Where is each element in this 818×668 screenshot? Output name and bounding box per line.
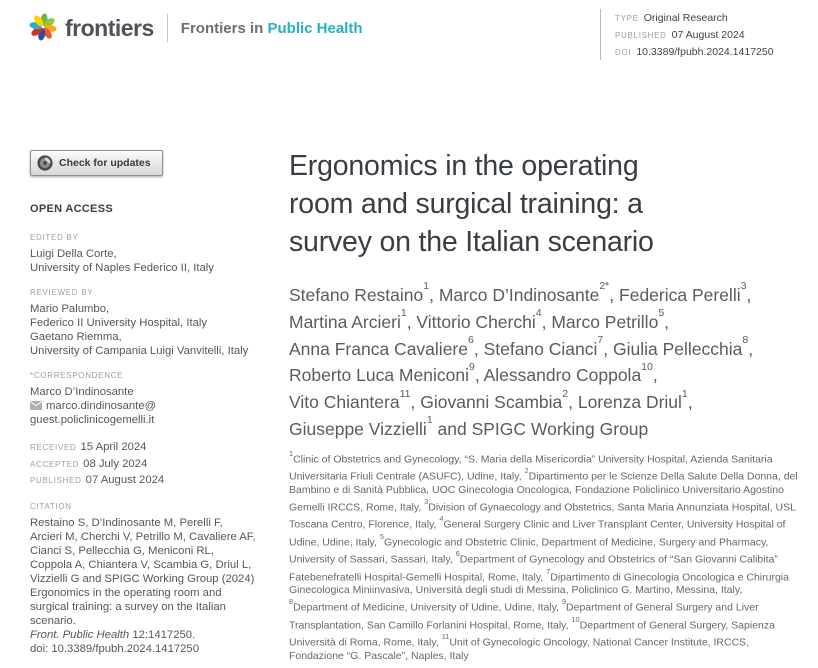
editor-name: Luigi Della Corte,: [30, 248, 117, 260]
open-access-badge: OPEN ACCESS: [30, 203, 113, 215]
envelope-icon: [30, 401, 42, 410]
edited-by-label: EDITED BY: [30, 233, 79, 242]
correspondence-email: marco.dindinosante@: [46, 400, 157, 412]
edited-by-section: [30, 232, 256, 275]
editor-affiliation: University of Naples Federico II, Italy: [30, 262, 214, 274]
reviewer-affiliation: Federico II University Hospital, Italy: [30, 317, 208, 329]
header-divider: [167, 14, 168, 42]
check-for-updates-button[interactable]: [30, 150, 163, 176]
check-for-updates-label: Check for updates: [59, 157, 151, 169]
title-line: Ergonomics in the operating: [289, 150, 639, 182]
meta-label: DOI: [615, 48, 632, 57]
correspondence-name: Marco D’Indinosante: [30, 386, 134, 398]
meta-row-published: [615, 26, 774, 43]
meta-value: Original Research: [643, 12, 728, 24]
author-line: Vito Chiantera$^{11}$, Giovanni Scambia$^2$, Lorenza Driul$^1$,: [289, 387, 693, 413]
reviewed-by-label: REVIEWED BY: [30, 288, 94, 297]
published-row: [30, 472, 256, 489]
reviewer-affiliation: University of Campania Luigi Vanvitelli, Italy: [30, 345, 249, 357]
author-line: Roberto Luca Meniconi$^9$, Alessandro Coppola$^{10}$,: [289, 360, 658, 386]
published-date: 07 August 2024: [85, 474, 165, 486]
citation-label: CITATION: [30, 501, 72, 511]
citation-text: Restaino S, D’Indinosante M, Perelli F, Arcieri M, Cherchi V, Petrillo M, Cavaliere AF, Cianci S, Pellecchia G, Meniconi RL, Coppola A, Chiantera V, Scambia G, Driul L, Vizzielli G and SPIGC Working Group (2024) Ergonomics in the operating room and surgical training: a survey on the Italian scenario.: [30, 516, 256, 627]
citation-journal-name: Front. Public Health: [30, 628, 130, 641]
author-line: Giuseppe Vizzielli$^1$ and SPIGC Working Group: [289, 414, 649, 439]
correspondence-email-line2: guest.policlinicogemelli.it: [30, 414, 155, 426]
reviewed-by-section: [30, 287, 256, 358]
journal-title: [181, 20, 363, 37]
accepted-date: 08 July 2024: [83, 457, 148, 470]
crossmark-icon: [37, 155, 53, 171]
correspondence-email-line1: [30, 399, 256, 413]
received-row: [30, 439, 256, 456]
article-title: [289, 147, 799, 261]
reviewer-name: Mario Palumbo,: [30, 303, 110, 315]
affiliations: $^1$Clinic of Obstetrics and Gynecology, “S. Maria della Misericordia” University Hospital, Azienda Sanitaria Universitaria Friuli Centrale (ASUFC), Udine, Italy, $^2$Dipartimento per le Scienze Della Salute Della Donna, del Bambino e di Sanità Pubblica, UOC Ginecologia Oncologica, Fondazione Policlinico Universitario Agostino Gemelli IRCCS, Rome, Italy, $^3$Division of Gynaecology and Obstetrics, Santa Maria Annunziata Hospital, USL Toscana Centro, Florence, Italy, $^4$General Surgery Clinic and Liver Transplant Center, University Hospital of Udine, Udine, Italy, $^5$Gynecologic and Obstetric Clinic, Department of Medicine, Surgery and Pharmacy, University of Sassari, Sassari, Italy, $^6$Department of Gynecology and Obstetrics of “San Giovanni Calibita” Fatebenefratelli Hospital-Gemelli Hospital, Rome, Italy, $^7$Dipartimento di Ginecologia Oncologica e Chirurgia Ginecologica Miniinvasiva, Università degli studi di Messina, Policlinico G. Martino, Messina, Italy, $^8$Department of Medicine, University of Udine, Udine, Italy, $^9$Department of General Surgery and Liver Transplantation, San Camillo Forlanini Hospital, Rome, Italy, $^{10}$Department of General Surgery, Sapienza Università di Roma, Rome, Italy, $^{11}$Unit of Gynecologic Oncology, National Cancer Institute, IRCCS, Fondazione “G. Pascale”, Naples, Italy: [289, 448, 798, 662]
reviewer-name: Gaetano Riemma,: [30, 331, 122, 343]
article-meta-block: [600, 9, 774, 60]
citation-doi: doi: 10.3389/fpubh.2024.1417250: [30, 642, 199, 655]
journal-prefix: Frontiers in: [180, 19, 268, 37]
frontiers-logo-word: frontiers: [65, 14, 154, 41]
journal-header: [28, 11, 363, 45]
meta-row-doi: [615, 43, 774, 60]
author-list: [289, 280, 799, 441]
left-sidebar: [30, 150, 256, 668]
published-label: PUBLISHED: [30, 476, 82, 485]
correspondence-label: *CORRESPONDENCE: [30, 371, 124, 380]
title-line: room and surgical training: a: [289, 188, 643, 220]
author-line: Anna Franca Cavaliere$^6$, Stefano Cianci$^7$, Giulia Pellecchia$^8$,: [289, 333, 754, 359]
article-main-column: [289, 147, 799, 663]
author-line: Martina Arcieri$^1$, Vittorio Cherchi$^4$, Marco Petrillo$^5$,: [289, 307, 670, 332]
title-line: survey on the Italian scenario: [289, 226, 654, 258]
meta-value: 07 August 2024: [671, 29, 745, 41]
journal-name: Public Health: [267, 19, 363, 37]
received-date: 15 April 2024: [80, 441, 147, 453]
citation-section: [30, 501, 256, 656]
citation-volume: 12:1417250.: [129, 628, 196, 641]
author-line: Stefano Restaino$^1$, Marco D’Indinosante$^{2*}$, Federica Perelli$^3$,: [289, 280, 752, 305]
received-label: RECEIVED: [30, 443, 77, 452]
meta-label: TYPE: [615, 14, 639, 23]
correspondence-section: [30, 370, 256, 427]
accepted-label: ACCEPTED: [30, 459, 80, 469]
dates-section: [30, 439, 256, 489]
meta-value: 10.3389/fpubh.2024.1417250: [636, 46, 774, 58]
meta-label: PUBLISHED: [615, 31, 667, 40]
meta-row-type: [615, 9, 774, 26]
frontiers-logo-icon: [28, 11, 58, 45]
accepted-row: [30, 456, 256, 473]
citation-journal-ref: [30, 628, 256, 642]
